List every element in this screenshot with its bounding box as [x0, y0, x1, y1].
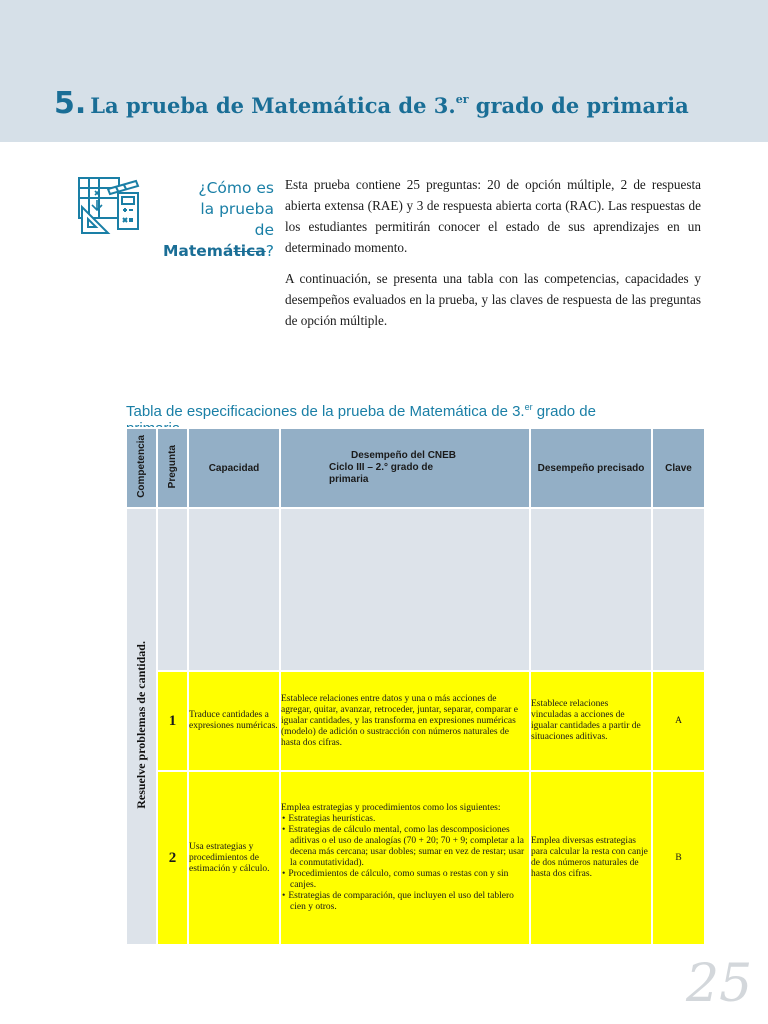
section-question: ¿Cómo es la prueba de Matemática? [162, 179, 274, 260]
intro-paragraph-2: A continuación, se presenta una tabla con las competencias, capacidades y desempeños evaluados en la prueba, y las claves de respuesta de las preguntas de opción múltiple. [285, 271, 701, 328]
table-caption: Tabla de especificaciones de la prueba de Matemática de 3.$^{er}$ grado de [126, 402, 596, 420]
table-header-row [126, 428, 705, 508]
desempeno-cell: Establece relaciones entre datos y una o más acciones de agregar, quitar, avanzar, retroceder, juntar, separar, comparar e igualar cantidades, y las transforma en expresiones numéricas (modelo) de adición o sustracción con números naturales de hasta dos cifras. [280, 671, 530, 771]
table-row [126, 771, 705, 945]
math-tools-icon [78, 175, 140, 237]
page-number: 25 [686, 954, 753, 1014]
header-clave: Clave [652, 428, 705, 508]
strategy-list [281, 814, 529, 913]
list-item: • Estrategias heurísticas. [290, 814, 529, 825]
question-number: 2 [157, 771, 188, 945]
header-desempeno-precisado: Desempeño precisado [530, 428, 652, 508]
section-number: 5. [54, 86, 87, 121]
section-title-text: La prueba de Matemática de 3.$^{er}$ grado de primaria [90, 93, 689, 118]
capacidad-cell: Traduce cantidades a expresiones numéricas. [188, 671, 280, 771]
clave-cell: A [652, 671, 705, 771]
header-competencia: Competencia [126, 428, 157, 508]
specification-table [125, 427, 706, 946]
competencia-cell: Resuelve problemas de cantidad. [126, 508, 157, 945]
precisado-cell: Emplea diversas estrategias para calcular la resta con canje de dos números naturales de hasta dos cifras. [530, 771, 652, 945]
header-capacidad: Capacidad [188, 428, 280, 508]
list-item: • Estrategias de cálculo mental, como las descomposiciones aditivas o el uso de analogías (70 + 20; 70 + 9; completar a la decena más cercana; usar dobles; sumar en vez de restar; usar la conmutatividad). [290, 825, 529, 869]
table-row-empty [126, 508, 705, 671]
intro-text [285, 174, 701, 341]
list-item: • Procedimientos de cálculo, como sumas o restas con y sin canjes. [290, 869, 529, 891]
precisado-cell: Establece relaciones vinculadas a acciones de igualar cantidades a partir de situaciones aditivas. [530, 671, 652, 771]
section-title [54, 86, 689, 121]
intro-paragraph-1: Esta prueba contiene 25 preguntas: 20 de opción múltiple, 2 de respuesta abierta extensa (RAE) y 3 de respuesta abierta corta (RAC). Las respuestas de los estudiantes permitirán conocer el estado de sus aprendizajes en un determinado momento. [285, 177, 701, 255]
question-number: 1 [157, 671, 188, 771]
desempeno-cell: Emplea estrategias y procedimientos como los siguientes: • Estrategias heurísticas. • Estrategias de cálculo mental, como las descomposiciones aditivas o el uso de analogías (70 + 20; 70 + 9; completar a la decena más cercana; usar dobles; sumar en vez de restar; usar la conmutatividad). • Procedimientos de cálculo, como sumas o restas con y sin canjes. • Estrategias de comparación, que incluyen el uso del tablero cien y otros. [280, 771, 530, 945]
table-row [126, 671, 705, 771]
clave-cell: B [652, 771, 705, 945]
list-item: • Estrategias de comparación, que incluyen el uso del tablero cien y otros. [290, 891, 529, 913]
header-desempeno-cneb: Desempeño del CNEB Ciclo III – 2.° grado de primaria [280, 428, 530, 508]
header-pregunta: Pregunta [157, 428, 188, 508]
capacidad-cell: Usa estrategias y procedimientos de estimación y cálculo. [188, 771, 280, 945]
